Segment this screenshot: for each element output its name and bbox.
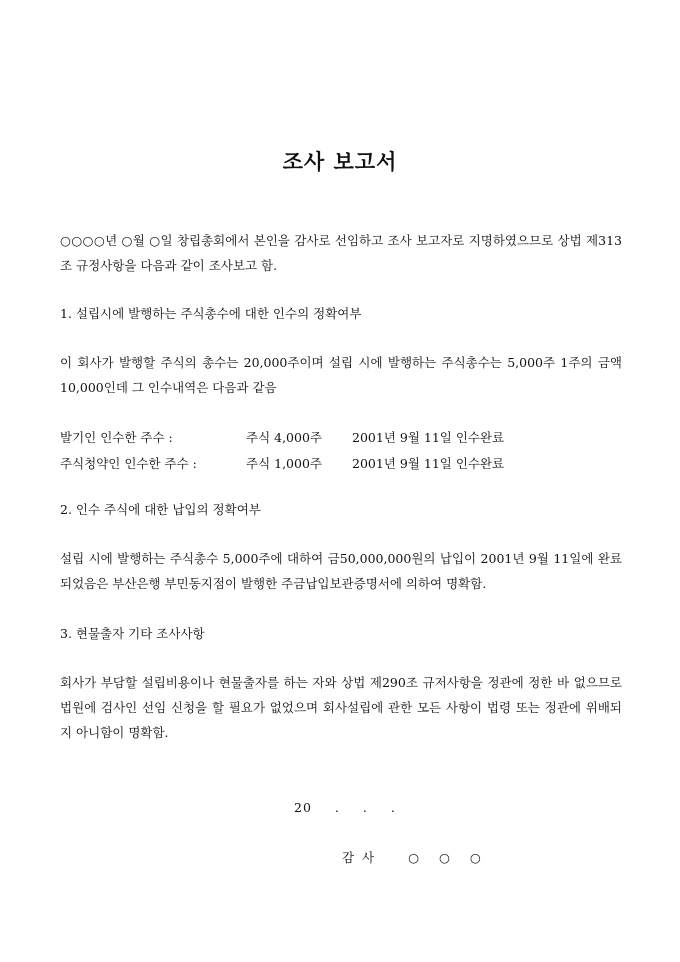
date-dot-end: . bbox=[390, 800, 396, 815]
signature-name: ○ ○ ○ bbox=[408, 850, 489, 865]
date-year: 20 bbox=[294, 800, 312, 815]
report-date bbox=[294, 800, 414, 815]
row-label: 발기인 인수한 주수 : bbox=[60, 430, 173, 445]
subscription-row-promoters bbox=[60, 428, 622, 448]
intro-paragraph: ○○○○년 ○월 ○일 창립총회에서 본인을 감사로 선임하고 조사 보고자로 지명하였으므로 상법 제313조 규정사항을 다음과 같이 조사보고 함. bbox=[60, 233, 622, 273]
section1-body: 이 회사가 발행할 주식의 총수는 20,000주이며 설립 시에 발행하는 주식총수는 5,000주 1주의 금액10,000인데 그 인수내역은 다음과 같음 bbox=[60, 355, 622, 395]
row-shares: 주식 4,000주 bbox=[246, 430, 322, 445]
signature-line bbox=[342, 848, 489, 866]
row-shares: 주식 1,000주 bbox=[246, 456, 322, 471]
date-dot-day: . bbox=[362, 800, 368, 815]
section2-heading: 2. 인수 주식에 대한 납입의 정확여부 bbox=[60, 502, 261, 517]
section3-body: 회사가 부담할 설립비용이나 현물출자를 하는 자와 상법 제290조 규저사항을 정관에 정한 바 없으므로 법원에 검사인 선임 신청을 할 필요가 없었으며 회사설립에 관한 모든 사항이 법령 또는 정관에 위배되지 아니함이 명확함. bbox=[60, 675, 622, 740]
document-title: 조사 보고서 bbox=[282, 149, 398, 174]
section3-heading: 3. 현물출자 기타 조사사항 bbox=[60, 626, 205, 641]
subscription-row-subscribers bbox=[60, 454, 622, 474]
section1-heading: 1. 설립시에 발행하는 주식총수에 대한 인수의 정확여부 bbox=[60, 306, 362, 321]
signature-label: 감 사 bbox=[342, 850, 377, 865]
date-dot-month: . bbox=[334, 800, 340, 815]
row-label: 주식청약인 인수한 주수 : bbox=[60, 456, 197, 471]
row-note: 2001년 9월 11일 인수완료 bbox=[352, 430, 505, 445]
section2-body: 설립 시에 발행하는 주식총수 5,000주에 대하여 금50,000,000원의 납입이 2001년 9월 11일에 완료되었음은 부산은행 부민동지점이 발행한 주금납입보관증명서에 의하여 명확함. bbox=[60, 551, 622, 591]
row-note: 2001년 9월 11일 인수완료 bbox=[352, 456, 505, 471]
